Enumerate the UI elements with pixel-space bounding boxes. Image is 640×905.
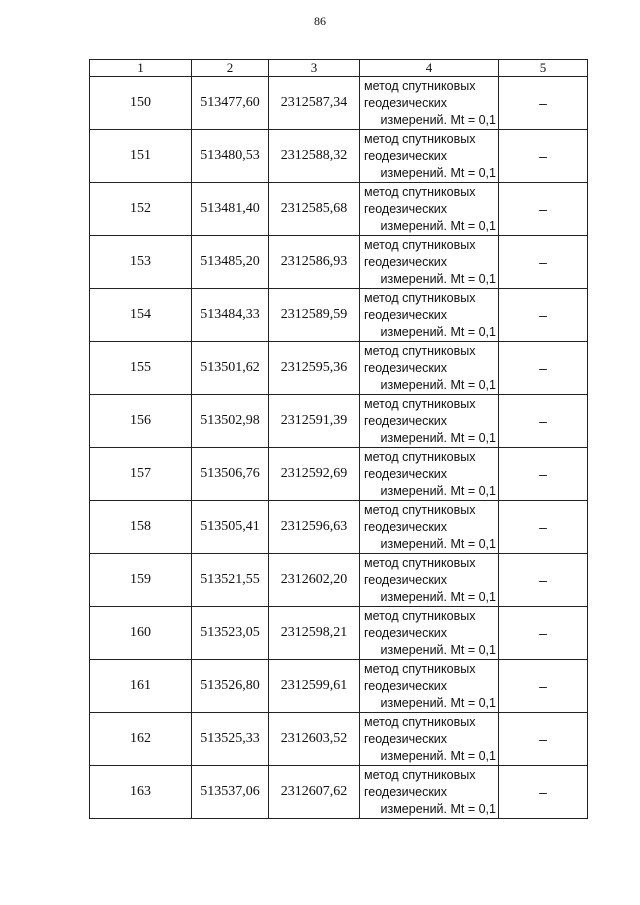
method-line: метод спутниковых bbox=[364, 767, 476, 782]
y-coordinate-cell: 2312587,34 bbox=[269, 77, 360, 130]
method-line: метод спутниковых bbox=[364, 608, 476, 623]
method-line: метод спутниковых bbox=[364, 555, 476, 570]
table-row bbox=[90, 342, 588, 395]
point-number-cell: 154 bbox=[90, 289, 192, 342]
coordinates-table bbox=[89, 59, 588, 819]
y-coordinate-cell: 2312599,61 bbox=[269, 660, 360, 713]
x-coordinate-cell: 513505,41 bbox=[192, 501, 269, 554]
method-description-cell bbox=[360, 448, 499, 501]
method-line: геодезических bbox=[364, 625, 448, 640]
x-coordinate-cell: 513502,98 bbox=[192, 395, 269, 448]
x-coordinate-cell: 513523,05 bbox=[192, 607, 269, 660]
method-line: геодезических bbox=[364, 678, 448, 693]
x-coordinate-cell: 513501,62 bbox=[192, 342, 269, 395]
x-coordinate-cell: 513480,53 bbox=[192, 130, 269, 183]
table-row bbox=[90, 607, 588, 660]
method-description-cell bbox=[360, 660, 499, 713]
method-line: метод спутниковых bbox=[364, 184, 476, 199]
point-number-cell: 160 bbox=[90, 607, 192, 660]
column-5-cell: – bbox=[499, 183, 588, 236]
method-line: метод спутниковых bbox=[364, 396, 476, 411]
y-coordinate-cell: 2312598,21 bbox=[269, 607, 360, 660]
method-line: геодезических bbox=[364, 784, 448, 799]
column-header-2: 2 bbox=[192, 60, 269, 77]
method-description-cell bbox=[360, 554, 499, 607]
point-number-cell: 155 bbox=[90, 342, 192, 395]
column-header-1: 1 bbox=[90, 60, 192, 77]
table-row bbox=[90, 448, 588, 501]
table-row bbox=[90, 77, 588, 130]
x-coordinate-cell: 513484,33 bbox=[192, 289, 269, 342]
point-number-cell: 156 bbox=[90, 395, 192, 448]
column-header-5: 5 bbox=[499, 60, 588, 77]
method-line: измерений. Mt = 0,1 bbox=[380, 642, 496, 657]
method-description-cell bbox=[360, 289, 499, 342]
method-line: измерений. Mt = 0,1 bbox=[380, 112, 496, 127]
method-line: метод спутниковых bbox=[364, 131, 476, 146]
point-number-cell: 161 bbox=[90, 660, 192, 713]
table-row bbox=[90, 183, 588, 236]
method-line: измерений. Mt = 0,1 bbox=[380, 218, 496, 233]
page-number: 86 bbox=[314, 14, 326, 28]
point-number-cell: 163 bbox=[90, 766, 192, 819]
x-coordinate-cell: 513481,40 bbox=[192, 183, 269, 236]
table-row bbox=[90, 554, 588, 607]
method-line: измерений. Mt = 0,1 bbox=[380, 324, 496, 339]
method-description-cell bbox=[360, 713, 499, 766]
x-coordinate-cell: 513521,55 bbox=[192, 554, 269, 607]
point-number-cell: 151 bbox=[90, 130, 192, 183]
x-coordinate-cell: 513537,06 bbox=[192, 766, 269, 819]
method-description-cell bbox=[360, 183, 499, 236]
method-line: измерений. Mt = 0,1 bbox=[380, 377, 496, 392]
method-description-cell bbox=[360, 766, 499, 819]
point-number-cell: 150 bbox=[90, 77, 192, 130]
method-line: геодезических bbox=[364, 254, 448, 269]
method-line: геодезических bbox=[364, 148, 448, 163]
method-line: метод спутниковых bbox=[364, 290, 476, 305]
method-description-cell bbox=[360, 501, 499, 554]
point-number-cell: 157 bbox=[90, 448, 192, 501]
column-5-cell: – bbox=[499, 395, 588, 448]
method-line: измерений. Mt = 0,1 bbox=[380, 801, 496, 816]
y-coordinate-cell: 2312586,93 bbox=[269, 236, 360, 289]
method-line: метод спутниковых bbox=[364, 502, 476, 517]
method-description-cell bbox=[360, 342, 499, 395]
table-body bbox=[90, 77, 588, 819]
table-row bbox=[90, 395, 588, 448]
method-line: измерений. Mt = 0,1 bbox=[380, 483, 496, 498]
column-5-cell: – bbox=[499, 501, 588, 554]
method-description-cell bbox=[360, 77, 499, 130]
y-coordinate-cell: 2312592,69 bbox=[269, 448, 360, 501]
method-line: метод спутниковых bbox=[364, 661, 476, 676]
point-number-cell: 153 bbox=[90, 236, 192, 289]
method-line: геодезических bbox=[364, 413, 448, 428]
method-description-cell bbox=[360, 607, 499, 660]
method-description-cell bbox=[360, 395, 499, 448]
method-line: измерений. Mt = 0,1 bbox=[380, 589, 496, 604]
column-header-3: 3 bbox=[269, 60, 360, 77]
table-row bbox=[90, 236, 588, 289]
method-line: геодезических bbox=[364, 572, 448, 587]
column-5-cell: – bbox=[499, 130, 588, 183]
method-line: измерений. Mt = 0,1 bbox=[380, 271, 496, 286]
y-coordinate-cell: 2312603,52 bbox=[269, 713, 360, 766]
method-line: метод спутниковых bbox=[364, 714, 476, 729]
method-line: измерений. Mt = 0,1 bbox=[380, 536, 496, 551]
column-5-cell: – bbox=[499, 289, 588, 342]
column-5-cell: – bbox=[499, 554, 588, 607]
y-coordinate-cell: 2312588,32 bbox=[269, 130, 360, 183]
table-row bbox=[90, 766, 588, 819]
method-line: метод спутниковых bbox=[364, 343, 476, 358]
table-row bbox=[90, 501, 588, 554]
column-5-cell: – bbox=[499, 766, 588, 819]
y-coordinate-cell: 2312602,20 bbox=[269, 554, 360, 607]
method-line: геодезических bbox=[364, 307, 448, 322]
method-description-cell bbox=[360, 130, 499, 183]
y-coordinate-cell: 2312607,62 bbox=[269, 766, 360, 819]
method-line: геодезических bbox=[364, 519, 448, 534]
x-coordinate-cell: 513525,33 bbox=[192, 713, 269, 766]
x-coordinate-cell: 513506,76 bbox=[192, 448, 269, 501]
table-row bbox=[90, 289, 588, 342]
column-5-cell: – bbox=[499, 713, 588, 766]
column-5-cell: – bbox=[499, 448, 588, 501]
x-coordinate-cell: 513485,20 bbox=[192, 236, 269, 289]
method-line: измерений. Mt = 0,1 bbox=[380, 430, 496, 445]
point-number-cell: 162 bbox=[90, 713, 192, 766]
y-coordinate-cell: 2312585,68 bbox=[269, 183, 360, 236]
method-line: геодезических bbox=[364, 201, 448, 216]
table-header-row bbox=[90, 60, 588, 77]
column-5-cell: – bbox=[499, 660, 588, 713]
method-line: геодезических bbox=[364, 466, 448, 481]
y-coordinate-cell: 2312589,59 bbox=[269, 289, 360, 342]
method-line: геодезических bbox=[364, 731, 448, 746]
method-line: измерений. Mt = 0,1 bbox=[380, 165, 496, 180]
point-number-cell: 158 bbox=[90, 501, 192, 554]
table-row bbox=[90, 713, 588, 766]
method-line: метод спутниковых bbox=[364, 78, 476, 93]
method-line: геодезических bbox=[364, 360, 448, 375]
column-5-cell: – bbox=[499, 236, 588, 289]
x-coordinate-cell: 513477,60 bbox=[192, 77, 269, 130]
method-line: геодезических bbox=[364, 95, 448, 110]
point-number-cell: 159 bbox=[90, 554, 192, 607]
point-number-cell: 152 bbox=[90, 183, 192, 236]
y-coordinate-cell: 2312595,36 bbox=[269, 342, 360, 395]
method-line: метод спутниковых bbox=[364, 449, 476, 464]
method-description-cell bbox=[360, 236, 499, 289]
method-line: измерений. Mt = 0,1 bbox=[380, 695, 496, 710]
table-row bbox=[90, 130, 588, 183]
column-header-4: 4 bbox=[360, 60, 499, 77]
method-line: измерений. Mt = 0,1 bbox=[380, 748, 496, 763]
column-5-cell: – bbox=[499, 342, 588, 395]
column-5-cell: – bbox=[499, 77, 588, 130]
table-row bbox=[90, 660, 588, 713]
y-coordinate-cell: 2312596,63 bbox=[269, 501, 360, 554]
column-5-cell: – bbox=[499, 607, 588, 660]
method-line: метод спутниковых bbox=[364, 237, 476, 252]
y-coordinate-cell: 2312591,39 bbox=[269, 395, 360, 448]
x-coordinate-cell: 513526,80 bbox=[192, 660, 269, 713]
